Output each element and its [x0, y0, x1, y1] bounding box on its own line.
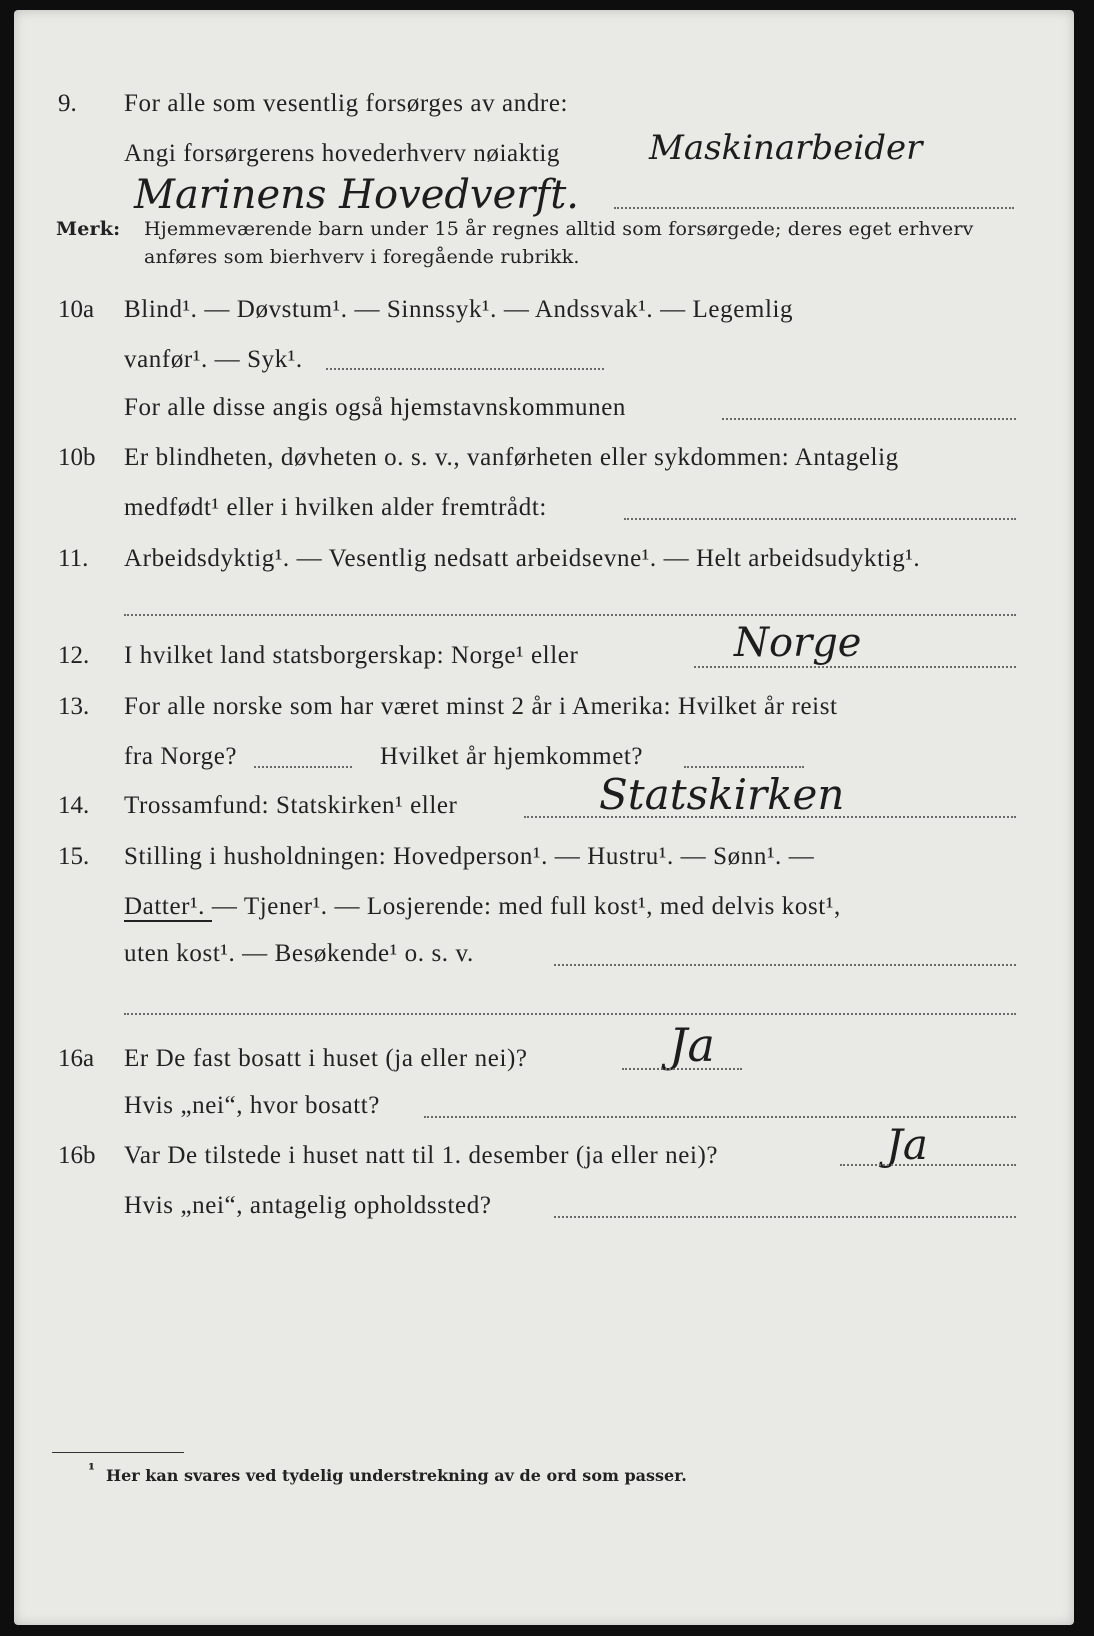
q9-line1: For alle som vesentlig forsørges av andre: [124, 90, 569, 117]
q10a-line1: Blind¹. — Døvstum¹. — Sinnssyk¹. — Andssvak¹. — Legemlig [124, 296, 794, 323]
q10a-answer-line [326, 368, 604, 370]
q15-line3: uten kost¹. — Besøkende¹ o. s. v. [124, 940, 474, 967]
q16b-answer-line [840, 1164, 1016, 1166]
q9-answer-occupation: Maskinarbeider [649, 128, 923, 168]
q12-answer-line [694, 666, 1016, 668]
q10b-line2: medfødt¹ eller i hvilken alder fremtrådt: [124, 494, 547, 521]
footnote-mark: ¹ [88, 1460, 96, 1479]
q9-answer-employer: Marinens Hovedverft. [134, 172, 579, 218]
merk-line2: anføres som bierhverv i foregående rubrikk. [144, 246, 580, 268]
q16a-line1: Er De fast bosatt i huset (ja eller nei)? [124, 1045, 528, 1072]
q13-line1: For alle norske som har været minst 2 år i Amerika: Hvilket år reist [124, 693, 838, 720]
q15-line1: Stilling i husholdningen: Hovedperson¹. — Hustru¹. — Sønn¹. — [124, 843, 815, 870]
q16a-answer-line [622, 1068, 742, 1070]
q13-right-line [684, 766, 804, 768]
q16b-number: 16b [58, 1142, 96, 1169]
q14-line1: Trossamfund: Statskirken¹ eller [124, 792, 458, 819]
q15-line2: Datter¹. — Tjener¹. — Losjerende: med full kost¹, med delvis kost¹, [124, 893, 841, 920]
q11-line1: Arbeidsdyktig¹. — Vesentlig nedsatt arbeidsevne¹. — Helt arbeidsudyktig¹. [124, 545, 921, 572]
q15-number: 15. [58, 843, 90, 870]
census-form-page [14, 10, 1074, 1625]
q16b-line1: Var De tilstede i huset natt til 1. desember (ja eller nei)? [124, 1142, 719, 1169]
q10b-number: 10b [58, 444, 96, 471]
q14-answer-line [524, 816, 1016, 818]
q13-line2b: Hvilket år hjemkommet? [380, 743, 644, 770]
q9-answer-line [614, 207, 1014, 209]
q14-number: 14. [58, 792, 90, 819]
q16b-line2: Hvis „nei“, antagelig opholdssted? [124, 1192, 492, 1219]
q16a-answer: Ja [669, 1018, 715, 1072]
q16b-answer: Ja [886, 1120, 928, 1169]
q12-number: 12. [58, 642, 90, 669]
q16a-number: 16a [58, 1045, 95, 1072]
q13-number: 13. [58, 693, 90, 720]
q11-number: 11. [58, 545, 89, 572]
q15-datter-underline [124, 920, 212, 922]
merk-label: Merk: [56, 218, 121, 240]
q12-line1: I hvilket land statsborgerskap: Norge¹ eller [124, 642, 579, 669]
q14-answer: Statskirken [599, 770, 845, 819]
q10b-line1: Er blindheten, døvheten o. s. v., vanførheten eller sykdommen: Antagelig [124, 444, 899, 471]
q15-extra-line [124, 1013, 1016, 1015]
q13-line2a: fra Norge? [124, 743, 238, 770]
q10b-answer-line [624, 518, 1016, 520]
q9-number: 9. [58, 90, 77, 117]
q16b-location-line [554, 1216, 1016, 1218]
q13-left-line [254, 766, 352, 768]
q9-line2: Angi forsørgerens hovederhverv nøiaktig [124, 140, 561, 167]
q10a-line3: For alle disse angis også hjemstavnskommunen [124, 394, 627, 421]
footnote-rule [52, 1452, 184, 1453]
q15-answer-line [554, 964, 1016, 966]
q10a-line2: vanfør¹. — Syk¹. [124, 346, 303, 373]
merk-line1: Hjemmeværende barn under 15 år regnes alltid som forsørgede; deres eget erhverv [144, 218, 974, 240]
q16a-line2: Hvis „nei“, hvor bosatt? [124, 1092, 381, 1119]
q10a-hometown-line [722, 418, 1016, 420]
q10a-number: 10a [58, 296, 95, 323]
q16a-location-line [424, 1116, 1016, 1118]
q11-answer-line [124, 614, 1016, 616]
footnote-text: Her kan svares ved tydelig understrekning av de ord som passer. [106, 1466, 687, 1485]
q12-answer: Norge [734, 620, 862, 666]
